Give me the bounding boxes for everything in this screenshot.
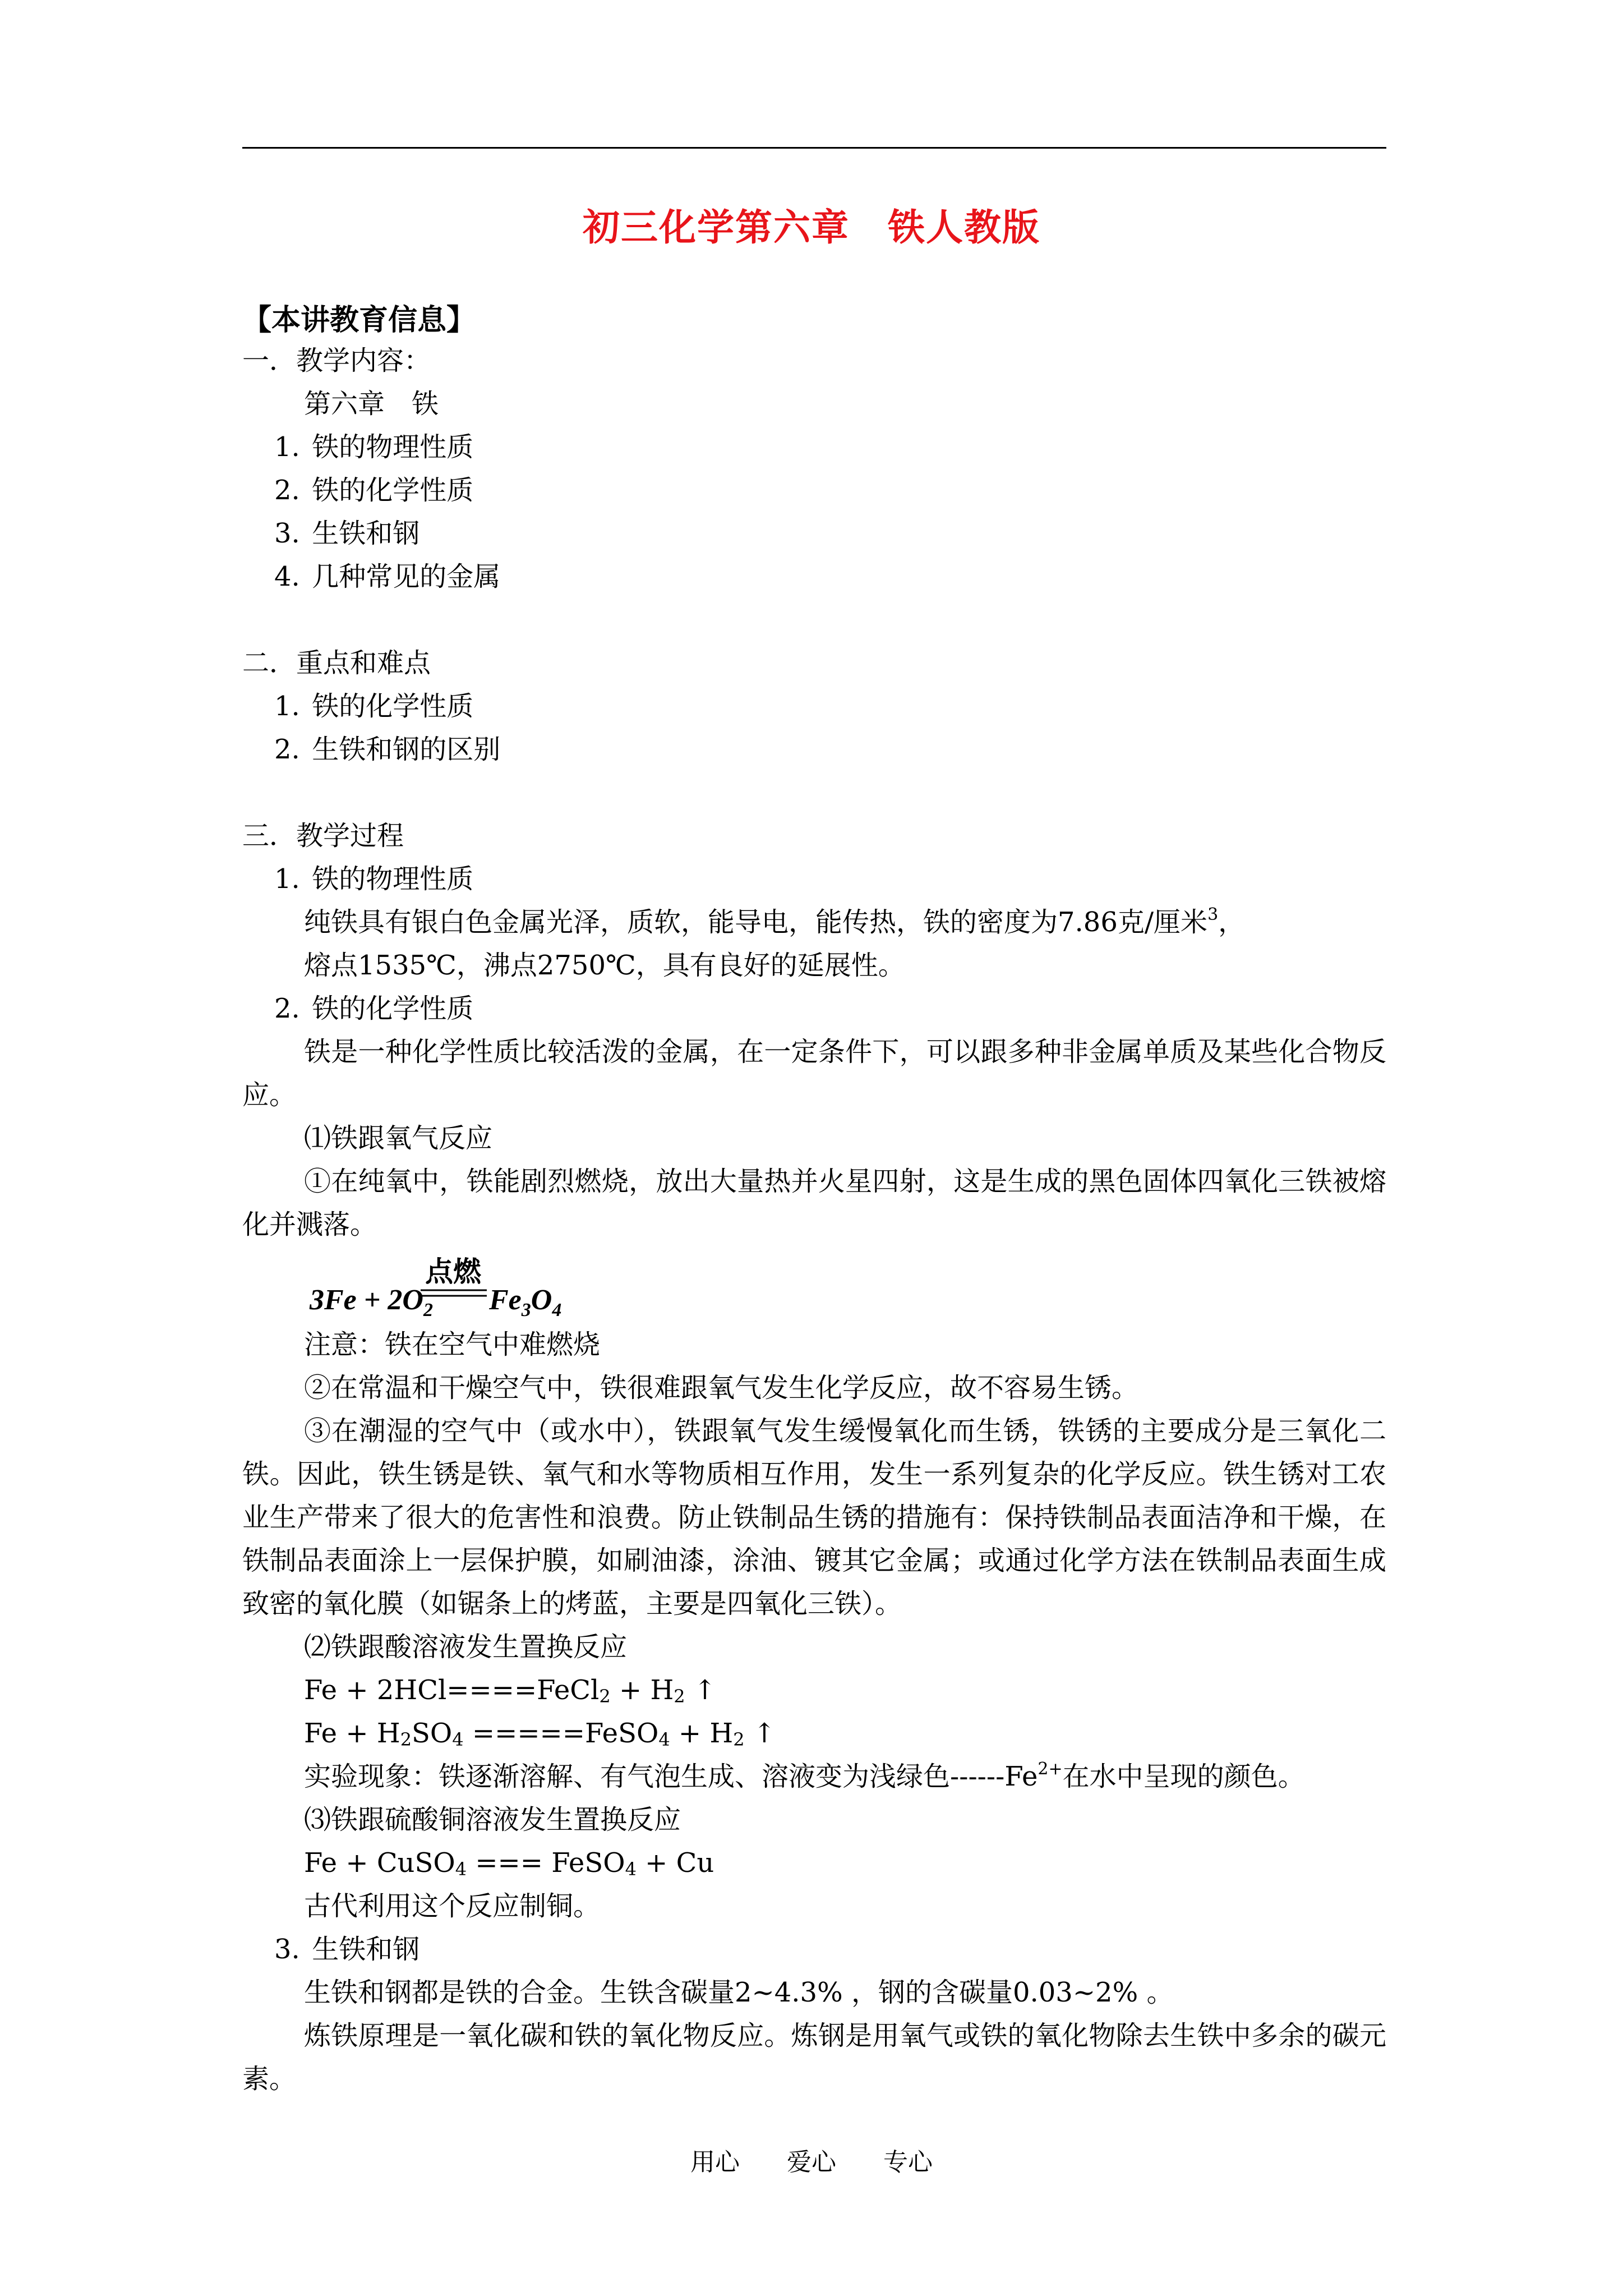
- eq-sub: 2: [599, 1686, 611, 1707]
- equation-right-mid: O: [531, 1284, 552, 1316]
- document-body: [242, 339, 1386, 2101]
- list-number: 3.: [274, 518, 300, 549]
- page-title: 初三化学第六章 铁人教版: [583, 206, 1040, 249]
- paragraph: 铁是一种化学性质比较活泼的金属，在一定条件下，可以跟多种非金属单质及某些化合物反应。: [242, 1036, 1386, 1111]
- eq-part: === FeSO: [467, 1847, 625, 1879]
- list-text: 铁的物理性质: [312, 431, 474, 463]
- paragraph: 炼铁原理是一氧化碳和铁的氧化物反应。炼钢是用氧气或铁的氧化物除去生铁中多余的碳元素。: [242, 2020, 1386, 2095]
- equation-right-sub1: 3: [521, 1300, 531, 1320]
- list-number: 2.: [274, 475, 300, 506]
- spacer: [242, 599, 1386, 642]
- subsection-title: [242, 1928, 1386, 1971]
- reaction-title: ⑵铁跟酸溶液发生置换反应: [304, 1631, 628, 1663]
- reaction-title: ⑴铁跟氧气反应: [304, 1122, 493, 1154]
- list-text: 生铁和钢: [312, 518, 420, 549]
- list-number: 1.: [274, 431, 300, 463]
- eq-part: + H: [670, 1718, 734, 1749]
- equation-right: [488, 1284, 561, 1320]
- density-text: 纯铁具有银白色金属光泽，质软，能导电，能传热，铁的密度为7.86克/厘米: [304, 907, 1208, 938]
- reaction-title: ⑶铁跟硫酸铜溶液发生置换反应: [304, 1804, 681, 1835]
- equation-right-sub2: 4: [552, 1300, 562, 1320]
- section-header: 【本讲教育信息】: [242, 303, 476, 337]
- hcl-equation: [242, 1669, 1386, 1712]
- page-footer: 用心 爱心 专心: [690, 2148, 933, 2177]
- list-number: 1.: [274, 863, 300, 895]
- part2-heading: 二．重点和难点: [242, 647, 431, 679]
- eq-sub: 2: [674, 1686, 685, 1707]
- list-text: 生铁和钢: [312, 1934, 420, 1965]
- list-number: 1.: [274, 691, 300, 722]
- cuso4-equation: [242, 1842, 1386, 1885]
- gas-arrow: ↑: [685, 1674, 717, 1706]
- eq-part: =====FeSO: [463, 1718, 659, 1749]
- eq-part: SO: [412, 1718, 453, 1749]
- eq-sub: 4: [455, 1858, 467, 1880]
- part3-heading: 三．教学过程: [242, 820, 404, 852]
- eq-part: Fe + CuSO: [304, 1847, 455, 1879]
- part1-heading: 一．教学内容：: [242, 345, 431, 376]
- list-item: [242, 469, 1386, 512]
- list-item: [242, 426, 1386, 469]
- chapter-line: 第六章 铁: [304, 388, 439, 420]
- equation-left-sub: 2: [423, 1300, 433, 1320]
- equation-right-text: Fe: [489, 1284, 522, 1316]
- list-number: 2.: [274, 734, 300, 765]
- subsection-title: [242, 858, 1386, 901]
- eq-sub: 2: [733, 1729, 745, 1750]
- paragraph: ②在常温和干燥空气中，铁很难跟氧气发生化学反应，故不容易生锈。: [304, 1372, 1139, 1404]
- list-number: 4.: [274, 561, 300, 592]
- list-number: 2.: [274, 993, 300, 1024]
- equation-left: [309, 1284, 433, 1320]
- list-text: 铁的化学性质: [312, 993, 474, 1024]
- paragraph: ①在纯氧中，铁能剧烈燃烧，放出大量热并火星四射，这是生成的黑色固体四氧化三铁被熔化并溅落。: [242, 1166, 1386, 1240]
- h2so4-equation: [242, 1712, 1386, 1755]
- eq-sub: 4: [452, 1729, 464, 1750]
- list-text: 铁的化学性质: [312, 691, 474, 722]
- list-number: 3.: [274, 1934, 300, 1965]
- reaction-condition: 点燃: [425, 1255, 481, 1288]
- list-item: [242, 512, 1386, 555]
- equation-left-text: 3Fe + 2O: [310, 1284, 423, 1316]
- list-item: [242, 685, 1386, 728]
- note-line: 注意：铁在空气中难燃烧: [304, 1329, 601, 1360]
- eq-part: + H: [610, 1674, 674, 1706]
- subsection-title: [242, 987, 1386, 1030]
- paragraph: 生铁和钢都是铁的合金。生铁含碳量2~4.3% ，钢的含碳量0.03~2% 。: [304, 1977, 1174, 2008]
- gas-arrow: ↑: [744, 1718, 776, 1749]
- spacer: [242, 771, 1386, 815]
- equation-svg: [308, 1253, 623, 1323]
- eq-sub: 4: [658, 1729, 670, 1750]
- list-item: [242, 728, 1386, 771]
- header-rule: [242, 147, 1386, 149]
- combustion-equation: [242, 1253, 1386, 1323]
- list-text: 生铁和钢的区别: [312, 734, 501, 765]
- note-line: 古代利用这个反应制铜。: [304, 1890, 601, 1922]
- list-text: 铁的物理性质: [312, 863, 474, 895]
- observation-text: 实验现象：铁逐渐溶解、有气泡生成、溶液变为浅绿色------Fe: [304, 1761, 1038, 1792]
- list-text: 几种常见的金属: [312, 561, 501, 592]
- density-exponent: 3: [1207, 905, 1219, 924]
- melting-line: 熔点1535℃，沸点2750℃，具有良好的延展性。: [304, 950, 905, 981]
- paragraph: ③在潮湿的空气中（或水中），铁跟氧气发生缓慢氧化而生锈，铁锈的主要成分是三氧化二铁。因此，铁生锈是铁、氧气和水等物质相互作用，发生一系列复杂的化学反应。铁生锈对工农业生产带来了很大的危害性和浪费。防止铁制品生锈的措施有：保持铁制品表面洁净和干燥，在铁制品表面涂上一层保护膜，如刷油漆，涂油、镀其它金属；或通过化学方法在铁制品表面生成致密的氧化膜（如锯条上的烤蓝，主要是四氧化三铁）。: [242, 1415, 1386, 1619]
- eq-part: + Cu: [636, 1847, 714, 1879]
- eq-sub: 2: [400, 1729, 412, 1750]
- list-text: 铁的化学性质: [312, 475, 474, 506]
- list-item: [242, 555, 1386, 599]
- ion-charge: 2+: [1038, 1759, 1063, 1779]
- eq-part: Fe + H: [304, 1718, 400, 1749]
- eq-sub: 4: [625, 1858, 637, 1880]
- observation-line: [242, 1755, 1386, 1798]
- density-line: [242, 901, 1386, 944]
- observation-end: 在水中呈现的颜色。: [1062, 1761, 1305, 1792]
- density-end: ，: [1218, 907, 1246, 938]
- eq-part: Fe + 2HCl====FeCl: [304, 1674, 600, 1706]
